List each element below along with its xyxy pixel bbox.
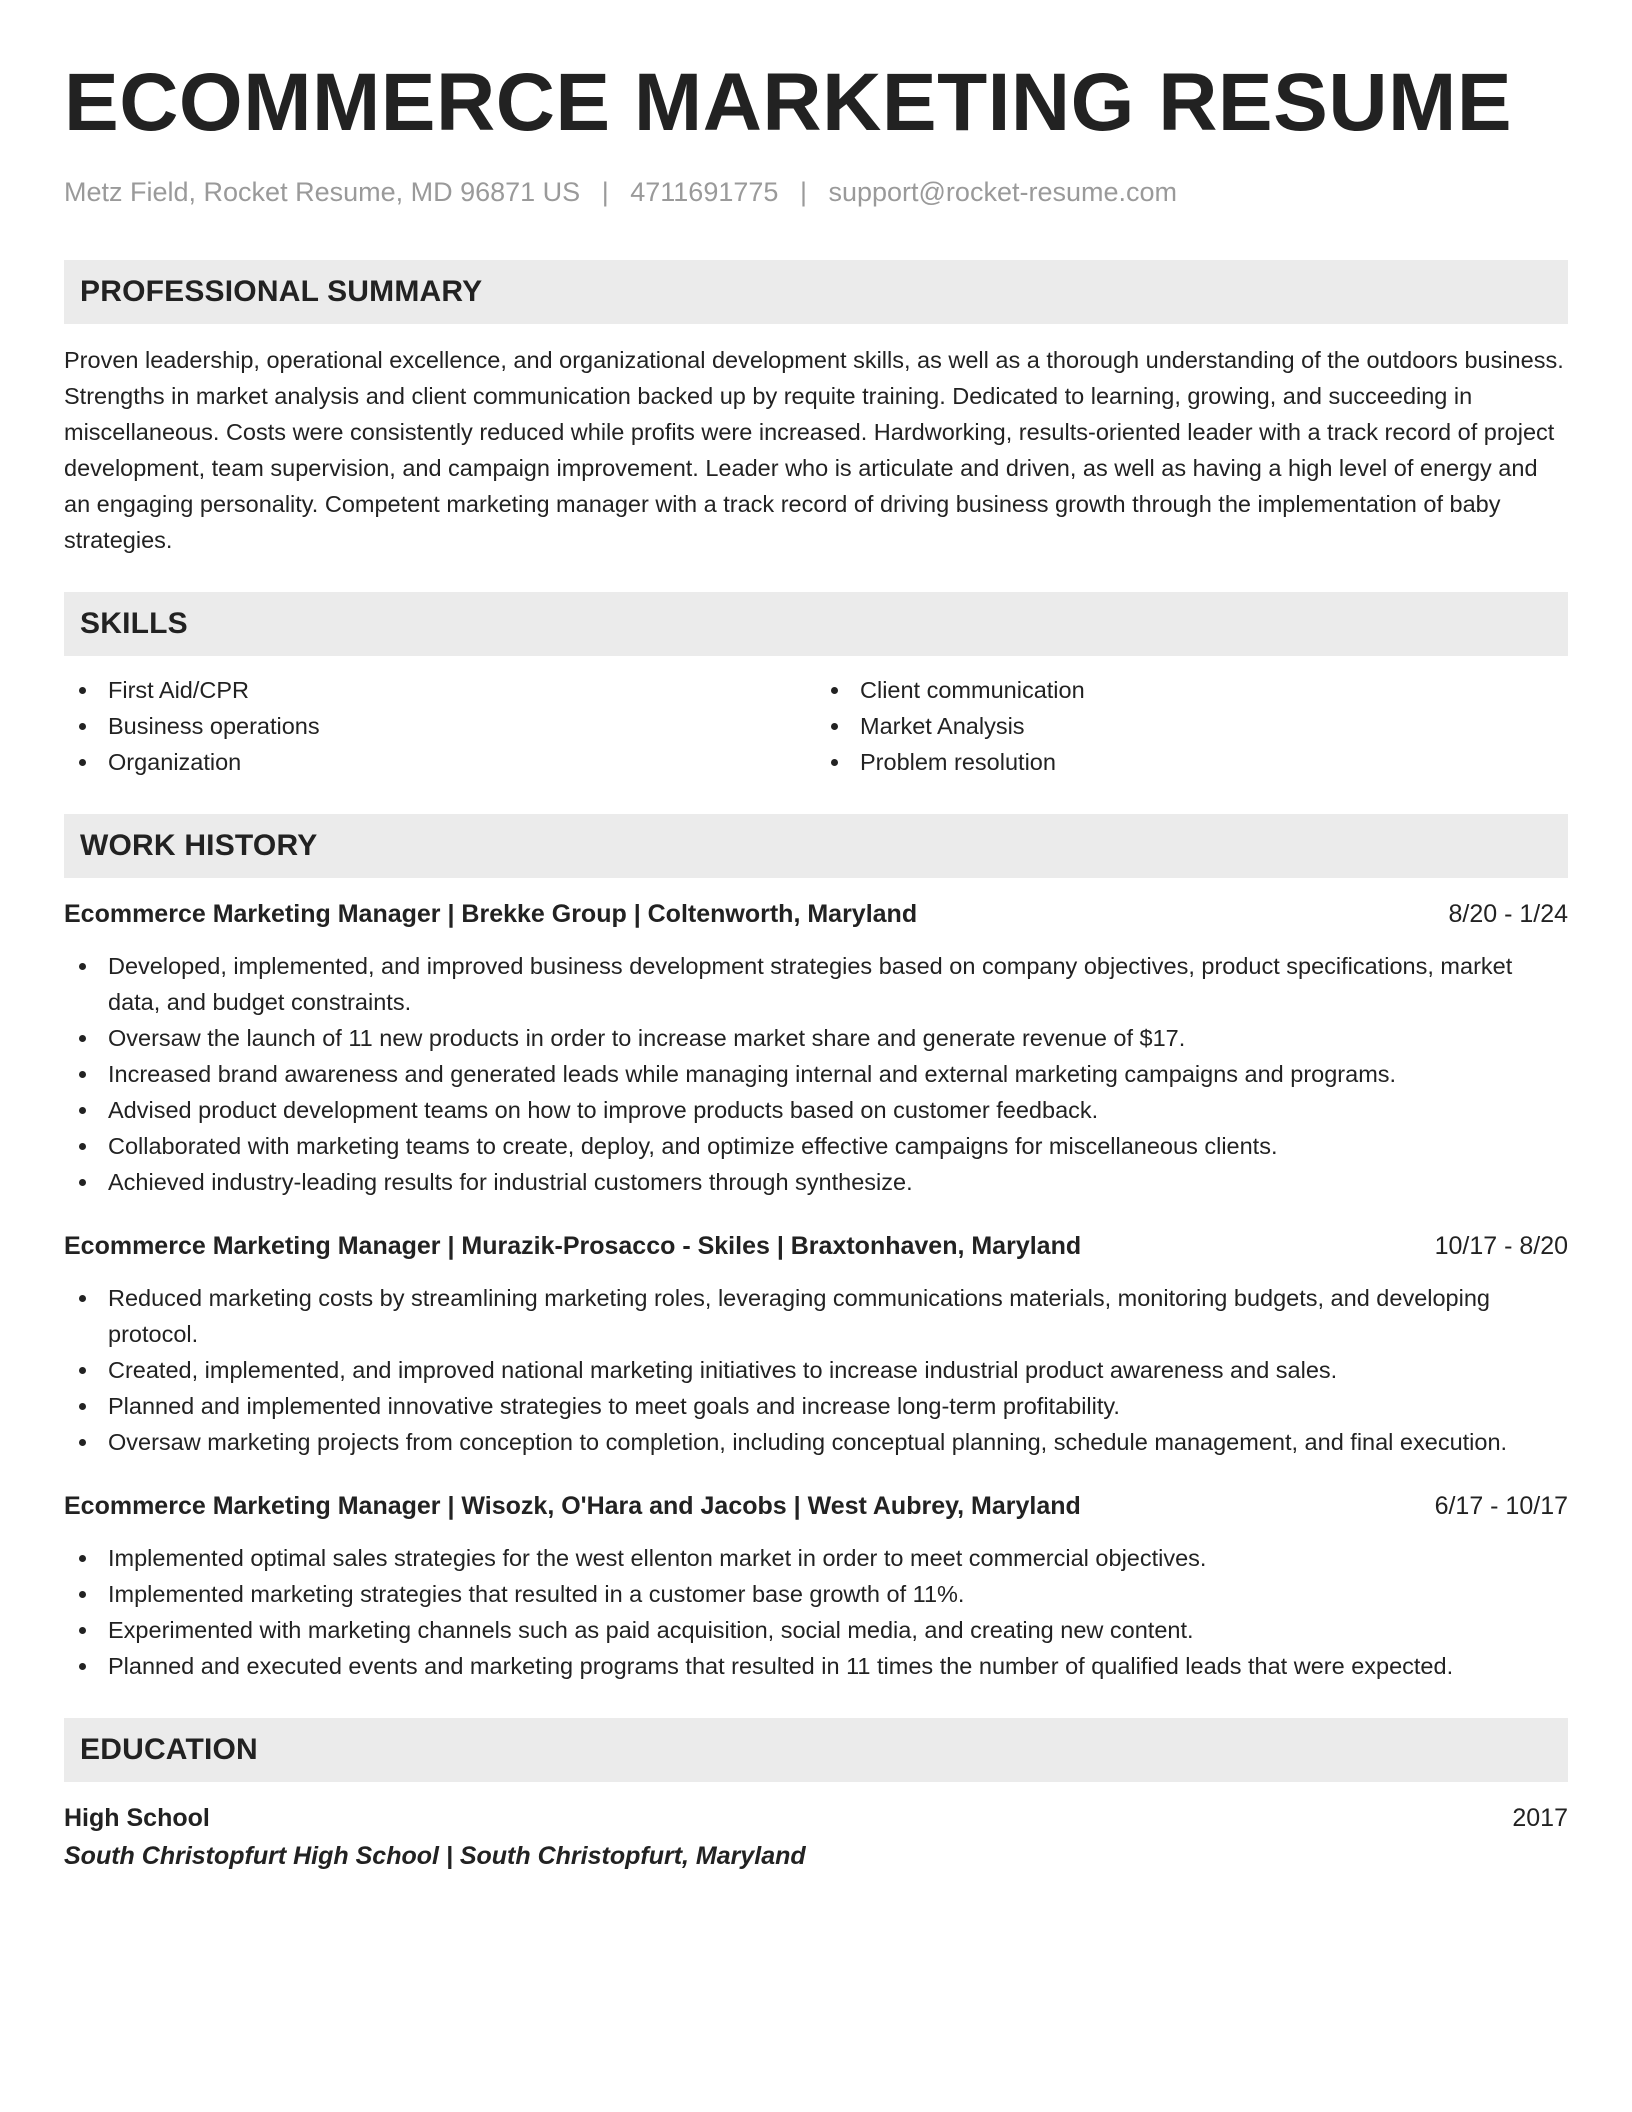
bullet-dot	[79, 1107, 86, 1114]
job-header	[64, 1488, 1568, 1524]
job-entry	[64, 896, 1568, 1200]
job-bullet	[64, 1056, 1568, 1092]
job-bullets	[64, 1540, 1568, 1684]
job-bullets	[64, 948, 1568, 1200]
job-header	[64, 896, 1568, 932]
summary-text: Proven leadership, operational excellence, and organizational development skills, as well as a thorough understanding of the outdoors business. Strengths in market analysis and client communication backed up by requite training. Dedicated to learning, growing, and succeeding in miscellaneous. Costs were consistently reduced while profits were increased. Hardworking, results-oriented leader with a track record of project development, team supervision, and campaign improvement. Leader who is articulate and driven, as well as having a high level of energy and an engaging personality. Competent marketing manager with a track record of driving business growth through the implementation of baby strategies.	[64, 347, 1564, 554]
skills-list	[64, 672, 1568, 780]
contact-separator: |	[799, 177, 807, 207]
skill-label: Client communication	[860, 677, 1085, 704]
job-title: Ecommerce Marketing Manager | Wisozk, O'Hara and Jacobs | West Aubrey, Maryland	[64, 1492, 1081, 1521]
job-bullet	[64, 1280, 1568, 1352]
job-bullet-text: Reduced marketing costs by streamlining marketing roles, leveraging communications materials, monitoring budgets, and developing protocol.	[108, 1285, 1490, 1348]
job-bullet	[64, 1576, 1568, 1612]
skill-item	[64, 708, 816, 744]
contact-separator: |	[601, 177, 609, 207]
job-bullet	[64, 1648, 1568, 1684]
job-bullet-text: Implemented optimal sales strategies for the west ellenton market in order to meet commercial objectives.	[108, 1545, 1207, 1572]
contact-line	[64, 176, 1568, 208]
job-bullet	[64, 1128, 1568, 1164]
job-bullet-text: Experimented with marketing channels such as paid acquisition, social media, and creating new content.	[108, 1617, 1194, 1644]
contact-email: support@rocket-resume.com	[828, 177, 1177, 207]
job-dates: 10/17 - 8/20	[1434, 1232, 1568, 1261]
skill-item	[816, 672, 1568, 708]
bullet-dot	[79, 1143, 86, 1150]
skill-label: Problem resolution	[860, 749, 1056, 776]
contact-phone: 4711691775	[630, 177, 779, 207]
skill-item	[816, 744, 1568, 780]
job-title: Ecommerce Marketing Manager | Brekke Group | Coltenworth, Maryland	[64, 900, 918, 929]
bullet-dot	[79, 723, 86, 730]
job-entry	[64, 1228, 1568, 1460]
skill-label: Market Analysis	[860, 713, 1025, 740]
job-dates: 6/17 - 10/17	[1434, 1492, 1568, 1521]
job-entry	[64, 1488, 1568, 1684]
job-bullet-text: Advised product development teams on how to improve products based on customer feedback.	[108, 1097, 1099, 1124]
education-year: 2017	[1512, 1804, 1568, 1833]
job-bullet	[64, 1020, 1568, 1056]
section-header-work-history: WORK HISTORY	[64, 814, 1568, 878]
job-bullet-text: Implemented marketing strategies that resulted in a customer base growth of 11%.	[108, 1581, 965, 1608]
job-bullet-text: Oversaw the launch of 11 new products in order to increase market share and generate revenue of $17.	[108, 1025, 1186, 1052]
section-header-summary: PROFESSIONAL SUMMARY	[64, 260, 1568, 324]
skill-item	[64, 672, 816, 708]
job-bullet-text: Planned and implemented innovative strategies to meet goals and increase long-term profitability.	[108, 1393, 1120, 1420]
bullet-dot	[79, 1555, 86, 1562]
job-bullet	[64, 948, 1568, 1020]
skill-item	[816, 708, 1568, 744]
bullet-dot	[79, 1035, 86, 1042]
resume-title: ECOMMERCE MARKETING RESUME	[64, 57, 1513, 148]
job-bullet	[64, 1612, 1568, 1648]
job-bullet-text: Planned and executed events and marketing programs that resulted in 11 times the number of qualified leads that were expected.	[108, 1653, 1454, 1680]
skills-column-left	[64, 672, 816, 780]
skill-label: Business operations	[108, 713, 320, 740]
bullet-dot	[831, 759, 838, 766]
bullet-dot	[79, 1403, 86, 1410]
contact-address: Metz Field, Rocket Resume, MD 96871 US	[64, 177, 581, 207]
job-bullet	[64, 1388, 1568, 1424]
bullet-dot	[79, 1179, 86, 1186]
job-bullet-text: Oversaw marketing projects from conception to completion, including conceptual planning, schedule management, and final execution.	[108, 1429, 1508, 1456]
education-entry	[64, 1800, 1568, 1876]
skill-item	[64, 744, 816, 780]
bullet-dot	[79, 1439, 86, 1446]
skills-column-right	[816, 672, 1568, 780]
bullet-dot	[79, 1367, 86, 1374]
bullet-dot	[831, 687, 838, 694]
bullet-dot	[831, 723, 838, 730]
job-header	[64, 1228, 1568, 1264]
job-bullet	[64, 1164, 1568, 1200]
job-title: Ecommerce Marketing Manager | Murazik-Prosacco - Skiles | Braxtonhaven, Maryland	[64, 1232, 1082, 1261]
bullet-dot	[79, 1295, 86, 1302]
job-bullet	[64, 1352, 1568, 1388]
job-bullet	[64, 1092, 1568, 1128]
bullet-dot	[79, 963, 86, 970]
skill-label: First Aid/CPR	[108, 677, 250, 704]
education-school: South Christopfurt High School | South Christopfurt, Maryland	[64, 1842, 806, 1871]
job-dates: 8/20 - 1/24	[1448, 900, 1568, 929]
bullet-dot	[79, 1591, 86, 1598]
job-bullet-text: Developed, implemented, and improved business development strategies based on company objectives, product specifications, market data, and budget constraints.	[108, 953, 1513, 1016]
section-header-education: EDUCATION	[64, 1718, 1568, 1782]
section-header-skills: SKILLS	[64, 592, 1568, 656]
bullet-dot	[79, 1663, 86, 1670]
education-degree: High School	[64, 1804, 210, 1833]
job-bullet-text: Created, implemented, and improved national marketing initiatives to increase industrial product awareness and sales.	[108, 1357, 1338, 1384]
bullet-dot	[79, 687, 86, 694]
job-bullet-text: Collaborated with marketing teams to create, deploy, and optimize effective campaigns for miscellaneous clients.	[108, 1133, 1278, 1160]
skill-label: Organization	[108, 749, 242, 776]
job-bullet	[64, 1540, 1568, 1576]
job-bullet-text: Increased brand awareness and generated leads while managing internal and external marketing campaigns and programs.	[108, 1061, 1397, 1088]
job-bullets	[64, 1280, 1568, 1460]
education-header	[64, 1800, 1568, 1836]
bullet-dot	[79, 1627, 86, 1634]
bullet-dot	[79, 759, 86, 766]
bullet-dot	[79, 1071, 86, 1078]
job-bullet-text: Achieved industry-leading results for industrial customers through synthesize.	[108, 1169, 913, 1196]
job-bullet	[64, 1424, 1568, 1460]
